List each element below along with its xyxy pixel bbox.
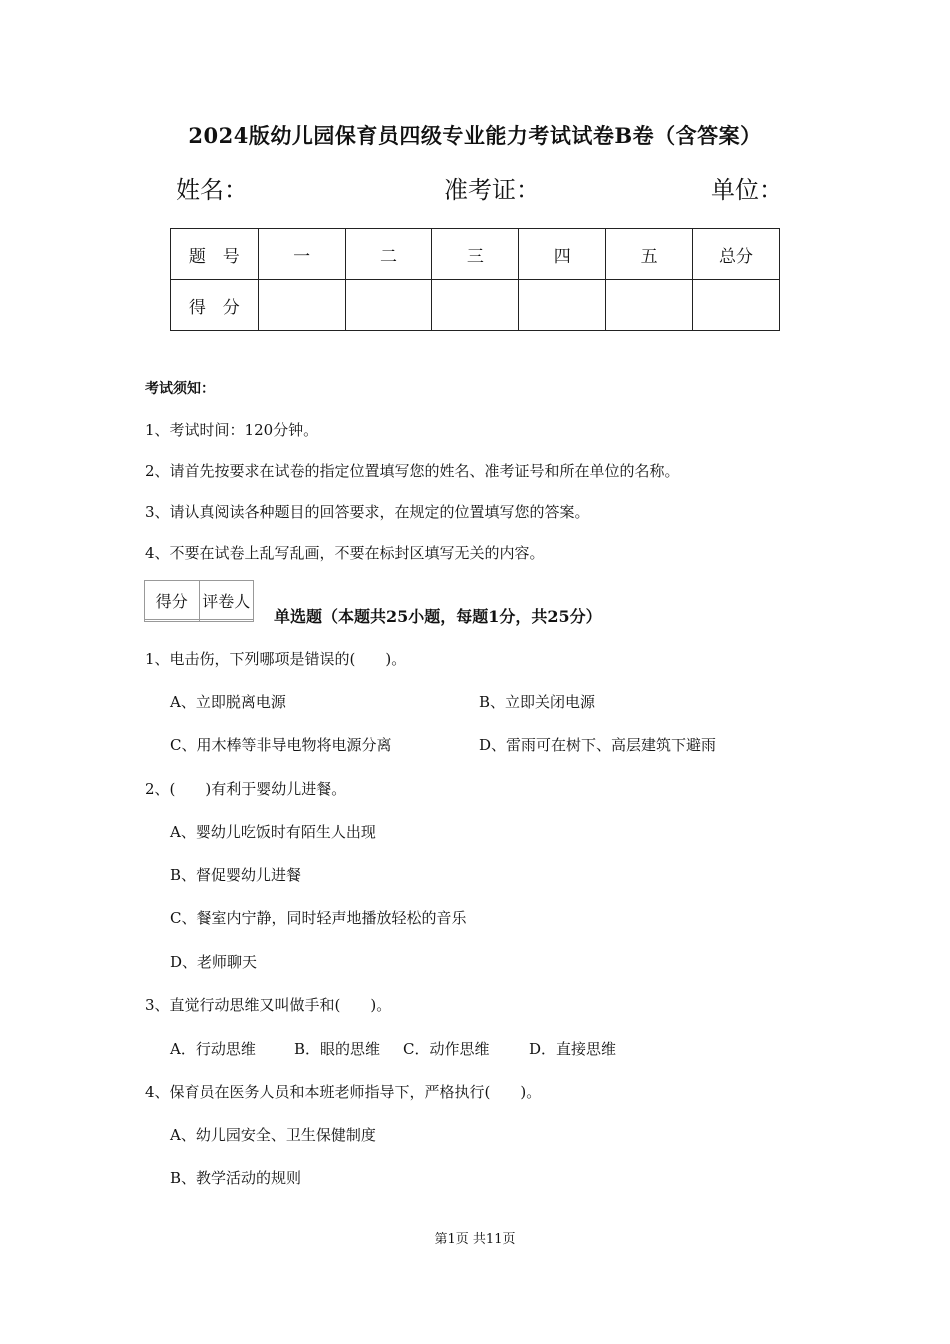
score-input-cell[interactable] bbox=[432, 280, 519, 331]
exam-number-field-label: 准考证： bbox=[444, 176, 540, 204]
score-table-score-row bbox=[171, 280, 780, 331]
grader-score-label: 得分 bbox=[145, 581, 200, 620]
unit-field-label: 单位： bbox=[711, 176, 783, 204]
question-option: A．行动思维 bbox=[170, 1040, 256, 1058]
grader-reviewer-cell[interactable] bbox=[199, 620, 254, 622]
grader-reviewer-label: 评卷人 bbox=[199, 581, 254, 620]
score-input-cell[interactable] bbox=[606, 280, 693, 331]
score-header-cell: 一 bbox=[258, 229, 345, 280]
question-stem: 1、电击伤，下列哪项是错误的( )。 bbox=[145, 650, 407, 668]
score-header-cell: 三 bbox=[432, 229, 519, 280]
score-input-cell[interactable] bbox=[693, 280, 780, 331]
question-option: C、餐室内宁静，同时轻声地播放轻松的音乐 bbox=[170, 909, 467, 927]
score-header-cell: 题 号 bbox=[171, 229, 259, 280]
section-title: 单选题（本题共25小题，每题1分，共25分） bbox=[274, 607, 602, 626]
notice-heading: 考试须知： bbox=[145, 381, 215, 397]
question-option: D、老师聊天 bbox=[170, 953, 258, 971]
question-option: D、雷雨可在树下、高层建筑下避雨 bbox=[479, 736, 717, 754]
score-header-cell: 二 bbox=[345, 229, 432, 280]
score-table bbox=[170, 228, 780, 331]
question-stem: 3、直觉行动思维又叫做手和( )。 bbox=[145, 996, 392, 1014]
notice-item: 1、考试时间：120分钟。 bbox=[145, 421, 319, 439]
grader-box bbox=[144, 580, 254, 622]
question-option: B、督促婴幼儿进餐 bbox=[170, 866, 302, 884]
score-input-cell[interactable] bbox=[519, 280, 606, 331]
score-input-cell[interactable] bbox=[345, 280, 432, 331]
question-option: C．动作思维 bbox=[403, 1040, 490, 1058]
grader-score-cell[interactable] bbox=[145, 620, 200, 622]
notice-item: 2、请首先按要求在试卷的指定位置填写您的姓名、准考证号和所在单位的名称。 bbox=[145, 462, 680, 480]
question-option: D．直接思维 bbox=[529, 1040, 617, 1058]
question-option: A、立即脱离电源 bbox=[170, 693, 286, 711]
question-option: C、用木棒等非导电物将电源分离 bbox=[170, 736, 392, 754]
score-header-cell: 四 bbox=[519, 229, 606, 280]
name-field-label: 姓名： bbox=[176, 176, 248, 204]
score-header-cell: 五 bbox=[606, 229, 693, 280]
question-stem: 4、保育员在医务人员和本班老师指导下，严格执行( )。 bbox=[145, 1083, 542, 1101]
score-table-header-row bbox=[171, 229, 780, 280]
score-row-label: 得 分 bbox=[171, 280, 259, 331]
question-option: A、幼儿园安全、卫生保健制度 bbox=[170, 1126, 376, 1144]
question-option: B、立即关闭电源 bbox=[479, 693, 596, 711]
score-input-cell[interactable] bbox=[258, 280, 345, 331]
question-option: B、教学活动的规则 bbox=[170, 1169, 302, 1187]
score-header-cell: 总分 bbox=[693, 229, 780, 280]
question-stem: 2、( )有利于婴幼儿进餐。 bbox=[145, 780, 347, 798]
page-footer: 第1页 共11页 bbox=[434, 1232, 516, 1247]
question-option: B．眼的思维 bbox=[294, 1040, 381, 1058]
question-option: A、婴幼儿吃饭时有陌生人出现 bbox=[170, 823, 376, 841]
notice-item: 3、请认真阅读各种题目的回答要求，在规定的位置填写您的答案。 bbox=[145, 503, 590, 521]
notice-item: 4、不要在试卷上乱写乱画，不要在标封区填写无关的内容。 bbox=[145, 544, 545, 562]
page-title: 2024版幼儿园保育员四级专业能力考试试卷B卷（含答案） bbox=[188, 123, 762, 148]
